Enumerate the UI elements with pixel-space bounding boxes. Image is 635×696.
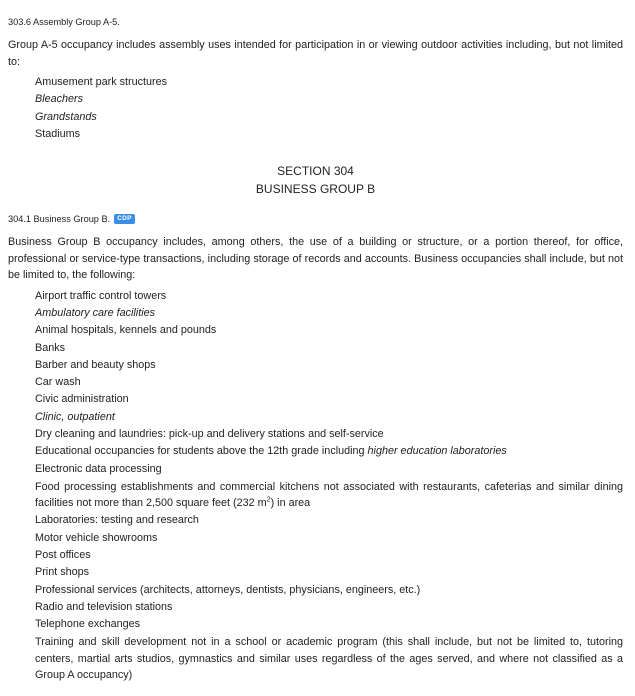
list-item: Laboratories: testing and research [35, 514, 199, 527]
list-item: Motor vehicle showrooms [35, 531, 158, 544]
list-item: Professional services (architects, attorneys, dentists, physicians, engineers, etc.) [35, 583, 421, 596]
section-title-block [8, 162, 623, 198]
cdp-badge[interactable]: CDP [114, 214, 135, 224]
paragraph-group-b: Business Group B occupancy includes, among others, the use of a building or structure, or a portion thereof, for office, professional or service-type transactions, including storage of records and accounts. Business occupancies shall include, but not be limited to, the following: [8, 236, 623, 282]
list-item: Barber and beauty shops [35, 358, 156, 371]
list-item-text-tail: ) in area [270, 497, 311, 510]
section-heading-text: 304.1 Business Group B. [8, 214, 111, 225]
list-item-defined-term[interactable]: Clinic, outpatient [35, 410, 115, 423]
defined-term-link[interactable]: higher education laboratories [367, 445, 507, 458]
superscript: 2 [266, 496, 271, 504]
list-item: Banks [35, 341, 66, 354]
list-item: Telephone exchanges [35, 618, 141, 631]
section-name: BUSINESS GROUP B [255, 182, 376, 197]
list-item: Amusement park structures [35, 76, 168, 88]
list-item: Electronic data processing [35, 462, 162, 475]
list-group-a5 [8, 74, 623, 143]
section-heading-303-6: 303.6 Assembly Group A-5. [8, 17, 120, 27]
list-item-food-processing [35, 479, 623, 511]
list-item: Car wash [35, 376, 81, 389]
section-number: SECTION 304 [277, 164, 354, 179]
list-item-training: Training and skill development not in a school or academic program (this shall include, but not be limited to, tutoring centers, martial arts studios, gymnastics and similar uses regardless of the ages served, and where not classified as a Group A occupancy) [35, 636, 623, 681]
list-item-text: Educational occupancies for students above the 12th grade including [35, 445, 368, 458]
list-group-b [8, 288, 623, 683]
list-item: Radio and television stations [35, 600, 173, 613]
list-item-defined-term[interactable]: Ambulatory care facilities [35, 306, 156, 319]
list-item-educational [35, 443, 623, 460]
list-item: Animal hospitals, kennels and pounds [35, 324, 217, 337]
list-item-defined-term[interactable]: Grandstands [35, 110, 97, 123]
section-heading-304-1 [8, 214, 623, 224]
list-item: Print shops [35, 566, 90, 579]
list-item: Civic administration [35, 393, 129, 406]
paragraph-group-a5: Group A-5 occupancy includes assembly uses intended for participation in or viewing outdoor activities including, but not limited to: [8, 39, 623, 68]
list-item-defined-term[interactable]: Bleachers [35, 93, 84, 106]
list-item-text: Food processing establishments and commercial kitchens not associated with restaurants, cafeterias and similar dining facilities not more than 2,500 square feet (232 m [35, 480, 623, 510]
list-item: Stadiums [35, 127, 81, 140]
list-item: Dry cleaning and laundries: pick-up and delivery stations and self-service [35, 428, 384, 441]
list-item: Airport traffic control towers [35, 289, 167, 302]
list-item: Post offices [35, 548, 91, 561]
